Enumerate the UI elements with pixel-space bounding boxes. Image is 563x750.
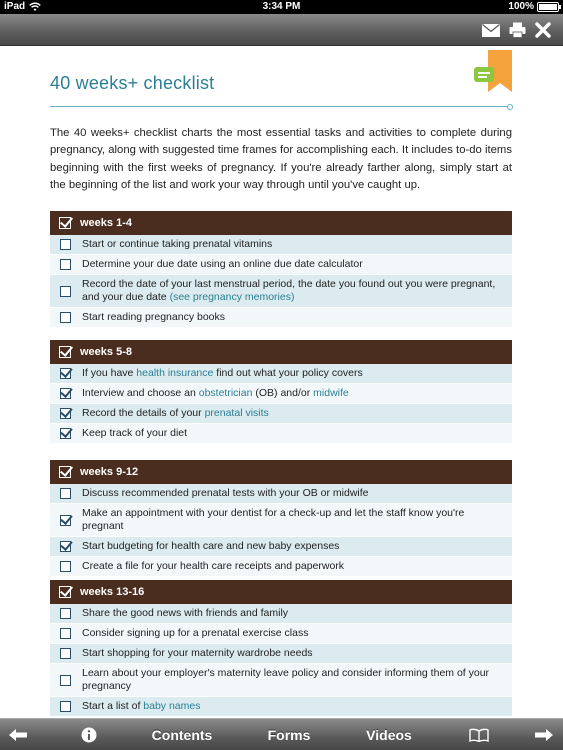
checkbox-unchecked[interactable] — [60, 628, 71, 639]
checklist-item-text — [80, 537, 343, 556]
checkbox-unchecked[interactable] — [60, 239, 71, 250]
inline-link[interactable]: prenatal visits — [204, 407, 269, 419]
section-header[interactable] — [50, 460, 512, 484]
checkbox-unchecked[interactable] — [60, 648, 71, 659]
forms-button[interactable]: Forms — [267, 727, 311, 743]
item-text-part: Keep track of your diet — [82, 427, 188, 439]
checklist-item-text — [80, 404, 273, 423]
checklist-item-text — [80, 384, 353, 403]
checklist-item[interactable] — [50, 604, 512, 624]
intro-paragraph: The 40 weeks+ checklist charts the most essential tasks and activities to complete during pregnancy, along with suggested time frames for accomplishing each. It includes to-do items beginning with the first weeks of pregnancy. If you're already farther along, simply start at the beginning of the list and work your way through until you've caught up. — [50, 127, 512, 191]
inline-link[interactable]: obstetrician — [198, 387, 253, 399]
checkbox-checked[interactable] — [60, 388, 71, 399]
close-icon[interactable] — [533, 21, 553, 39]
checkbox-unchecked[interactable] — [60, 259, 71, 270]
section-checkbox-icon[interactable] — [59, 346, 71, 358]
section-checkbox-icon[interactable] — [59, 586, 71, 598]
checkbox-unchecked[interactable] — [60, 561, 71, 572]
section-weeks-13-16 — [50, 580, 512, 717]
checklist-item[interactable] — [50, 557, 512, 577]
checklist-item[interactable] — [50, 235, 512, 255]
checklist-item-text — [80, 275, 512, 307]
checklist-item[interactable] — [50, 424, 512, 444]
item-text-part: Consider signing up for a prenatal exercise class — [82, 627, 309, 639]
title-divider — [50, 106, 511, 107]
info-icon[interactable] — [78, 719, 100, 750]
print-icon[interactable] — [507, 21, 527, 39]
checklist-item[interactable] — [50, 664, 512, 697]
item-text-part: Make an appointment with your dentist for a check-up and let the staff know you're pregnant — [82, 507, 465, 532]
battery-fill — [539, 4, 557, 10]
item-text-part: If you have — [82, 367, 137, 379]
section-weeks-5-8 — [50, 340, 512, 444]
checklist-item-text — [80, 697, 204, 716]
section-rows — [50, 364, 512, 444]
checklist-item[interactable] — [50, 404, 512, 424]
item-text-part: Start budgeting for health care and new baby expenses — [82, 540, 340, 552]
back-arrow-icon[interactable] — [6, 719, 30, 750]
item-text-part: Start a list of — [82, 700, 144, 712]
checklist-item[interactable] — [50, 255, 512, 275]
status-bar — [0, 0, 563, 14]
checklist-item-text — [80, 644, 317, 663]
bookmark-icon[interactable] — [474, 50, 514, 92]
checkbox-checked[interactable] — [60, 368, 71, 379]
battery-percent: 100% — [508, 1, 534, 12]
book-icon[interactable] — [466, 719, 492, 750]
section-weeks-1-4 — [50, 211, 512, 328]
checklist-item-text — [80, 557, 348, 576]
checklist-item-text — [80, 235, 276, 254]
inline-link[interactable]: midwife — [313, 387, 349, 399]
section-title: weeks 9-12 — [80, 466, 139, 478]
contents-button[interactable]: Contents — [151, 727, 213, 743]
status-time: 3:34 PM — [262, 1, 301, 12]
checklist-item[interactable] — [50, 504, 512, 537]
section-weeks-9-12 — [50, 460, 512, 577]
item-text-part: Start or continue taking prenatal vitamins — [82, 238, 273, 250]
inline-link[interactable]: health insurance — [136, 367, 214, 379]
section-checkbox-icon[interactable] — [59, 217, 71, 229]
checklist-item[interactable] — [50, 644, 512, 664]
item-text-part: Interview and choose an — [82, 387, 199, 399]
checkbox-unchecked[interactable] — [60, 286, 71, 297]
checklist-item-text — [80, 604, 292, 623]
checklist-item-text — [80, 504, 512, 536]
checkbox-checked[interactable] — [60, 515, 71, 526]
checklist-item[interactable] — [50, 697, 512, 717]
section-title: weeks 13-16 — [80, 586, 145, 598]
checkbox-unchecked[interactable] — [60, 608, 71, 619]
checklist-item[interactable] — [50, 275, 512, 308]
top-toolbar — [0, 14, 563, 46]
checklist-item-text — [80, 424, 191, 443]
mail-icon[interactable] — [481, 21, 501, 39]
bottom-toolbar — [0, 718, 563, 750]
item-text-part: Discuss recommended prenatal tests with your OB or midwife — [82, 487, 369, 499]
battery-icon — [537, 2, 559, 12]
item-text-part: (OB) and/or — [252, 387, 314, 399]
checklist-item[interactable] — [50, 484, 512, 504]
checklist-item[interactable] — [50, 384, 512, 404]
checkbox-unchecked[interactable] — [60, 488, 71, 499]
inline-link[interactable]: baby names — [143, 700, 201, 712]
checklist-item[interactable] — [50, 308, 512, 328]
checklist-item[interactable] — [50, 537, 512, 557]
item-text-part: Create a file for your health care receipts and paperwork — [82, 560, 345, 572]
page-title: 40 weeks+ checklist — [50, 73, 215, 93]
forward-arrow-icon[interactable] — [532, 719, 556, 750]
item-text-part: Start shopping for your maternity wardrobe needs — [82, 647, 313, 659]
checkbox-unchecked[interactable] — [60, 312, 71, 323]
section-header[interactable] — [50, 340, 512, 364]
item-text-part: Share the good news with friends and family — [82, 607, 289, 619]
videos-button[interactable]: Videos — [366, 727, 412, 743]
item-text-part: Learn about your employer's maternity leave policy and consider informing them of your pregnancy — [82, 667, 490, 692]
checklist-item-text — [80, 255, 367, 274]
checklist-item-text — [80, 664, 512, 696]
section-rows — [50, 484, 512, 577]
checklist-item-text — [80, 308, 229, 327]
checkbox-checked[interactable] — [60, 428, 71, 439]
item-text-part: Start reading pregnancy books — [82, 311, 226, 323]
checkbox-unchecked[interactable] — [60, 701, 71, 712]
item-text-part: Determine your due date using an online due date calculator — [82, 258, 363, 270]
item-text-part: Record the details of your — [82, 407, 205, 419]
section-rows — [50, 604, 512, 717]
section-title: weeks 5-8 — [80, 346, 132, 358]
section-header[interactable] — [50, 580, 512, 604]
section-header[interactable] — [50, 211, 512, 235]
inline-link[interactable]: (see pregnancy memories) — [169, 291, 295, 303]
section-checkbox-icon[interactable] — [59, 466, 71, 478]
item-text-part: Record the date of your last menstrual period, the date you found out you were pregnant, and your due date — [82, 278, 496, 303]
device-label: iPad — [4, 1, 26, 12]
checklist-item-text — [80, 364, 367, 383]
checklist-item[interactable] — [50, 624, 512, 644]
checkbox-unchecked[interactable] — [60, 675, 71, 686]
section-title: weeks 1-4 — [80, 217, 132, 229]
item-text-part: find out what your policy covers — [213, 367, 363, 379]
section-rows — [50, 235, 512, 328]
checklist-item-text — [80, 624, 312, 643]
checklist-item[interactable] — [50, 364, 512, 384]
checkbox-checked[interactable] — [60, 541, 71, 552]
checkbox-checked[interactable] — [60, 408, 71, 419]
checklist-item-text — [80, 484, 373, 503]
